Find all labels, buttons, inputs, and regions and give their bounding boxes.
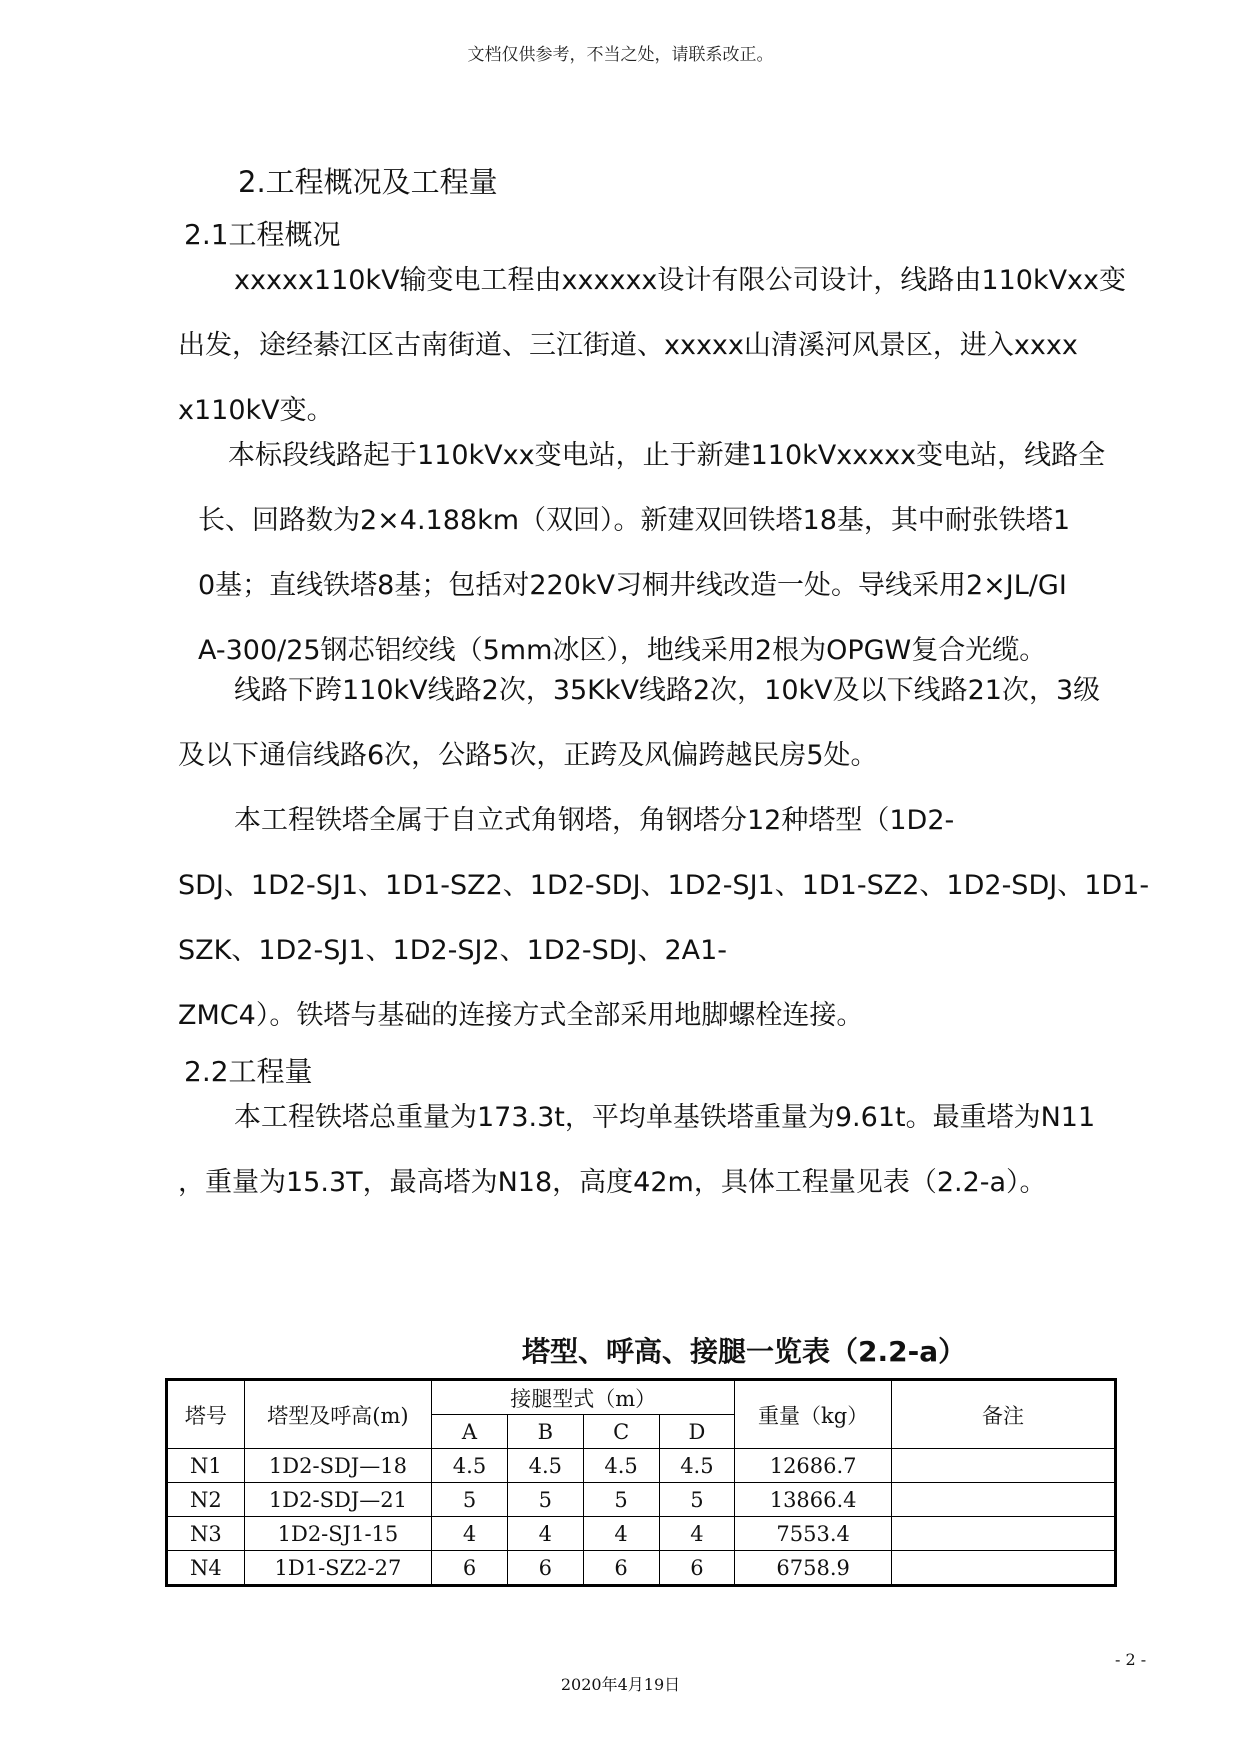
cell-leg-a: 6 (432, 1551, 508, 1586)
cell-leg-b: 6 (507, 1551, 583, 1586)
text-line: 出发，途经綦江区古南街道、三江街道、xxxxx山清溪河风景区，进入xxxx (178, 330, 1078, 361)
table-row (167, 1449, 1116, 1483)
text-line: ，重量为15.3T，最高塔为N18，高度42m，具体工程量见表（2.2-a）。 (178, 1167, 1047, 1198)
text-line: 本标段线路起于110kVxx变电站，止于新建110kVxxxxx变电站，线路全 (228, 440, 1106, 471)
cell-leg-d: 4 (659, 1517, 735, 1551)
text-line: 线路下跨110kV线路2次，35KkV线路2次，10kV及以下线路21次，3级 (234, 675, 1101, 706)
cell-type: 1D2-SJ1-15 (244, 1517, 431, 1551)
cell-tower-no: N2 (167, 1483, 245, 1517)
cell-note (891, 1449, 1115, 1483)
cell-note (891, 1483, 1115, 1517)
cell-weight: 6758.9 (735, 1551, 892, 1586)
table-row (167, 1483, 1116, 1517)
cell-leg-d: 4.5 (659, 1449, 735, 1483)
cell-leg-c: 5 (583, 1483, 659, 1517)
table-header-row (167, 1380, 1116, 1415)
paragraph-overview (178, 248, 1126, 443)
text-line: 及以下通信线路6次，公路5次，正跨及风偏跨越民房5处。 (178, 740, 878, 771)
subsection-title-quantity: 2.2工程量 (184, 1055, 313, 1088)
text-line: ZMC4）。铁塔与基础的连接方式全部采用地脚螺栓连接。 (178, 1000, 864, 1031)
header-leg-b: B (507, 1415, 583, 1449)
text-line: x110kV变。 (178, 395, 334, 426)
header-disclaimer: 文档仅供参考，不当之处，请联系改正。 (467, 45, 774, 65)
header-tower-no: 塔号 (167, 1380, 245, 1449)
cell-weight: 7553.4 (735, 1517, 892, 1551)
cell-weight: 12686.7 (735, 1449, 892, 1483)
text-line: SZK、1D2-SJ1、1D2-SJ2、1D2-SDJ、2A1- (178, 935, 728, 966)
section-title: 2.工程概况及工程量 (238, 165, 498, 199)
cell-type: 1D2-SDJ—21 (244, 1483, 431, 1517)
cell-leg-b: 5 (507, 1483, 583, 1517)
text-line: 本工程铁塔全属于自立式角钢塔，角钢塔分12种塔型（1D2- (234, 805, 955, 836)
text-line: xxxxx110kV输变电工程由xxxxxx设计有限公司设计，线路由110kVxx变 (234, 265, 1127, 296)
table-title: 塔型、呼高、接腿一览表（2.2-a） (522, 1335, 967, 1368)
header-type-height: 塔型及呼高(m) (244, 1380, 431, 1449)
header-leg-a: A (432, 1415, 508, 1449)
tower-table (165, 1378, 1117, 1587)
header-note: 备注 (891, 1380, 1115, 1449)
header-leg-d: D (659, 1415, 735, 1449)
text-line: A-300/25钢芯铝绞线（5mm冰区），地线采用2根为OPGW复合光缆。 (198, 635, 1047, 666)
header-leg-c: C (583, 1415, 659, 1449)
cell-leg-c: 4 (583, 1517, 659, 1551)
text-line: 本工程铁塔总重量为173.3t，平均单基铁塔重量为9.61t。最重塔为N11 (234, 1102, 1096, 1133)
cell-note (891, 1551, 1115, 1586)
cell-leg-d: 5 (659, 1483, 735, 1517)
footer-date: 2020年4月19日 (560, 1675, 681, 1694)
header-weight: 重量（kg） (735, 1380, 892, 1449)
paragraph-tower-types (178, 788, 1149, 1048)
table-row (167, 1551, 1116, 1586)
cell-tower-no: N1 (167, 1449, 245, 1483)
text-line: SDJ、1D2-SJ1、1D1-SZ2、1D2-SDJ、1D2-SJ1、1D1-SZ2、1D2-SDJ、1D1- (178, 870, 1150, 901)
text-line: 长、回路数为2×4.188km（双回）。新建双回铁塔18基，其中耐张铁塔1 (198, 505, 1071, 536)
paragraph-quantity (178, 1085, 1095, 1215)
cell-type: 1D1-SZ2-27 (244, 1551, 431, 1586)
subsection-title-overview: 2.1工程概况 (184, 218, 341, 251)
paragraph-route (198, 423, 1105, 683)
cell-leg-a: 4 (432, 1517, 508, 1551)
paragraph-crossings (178, 658, 1100, 788)
cell-leg-d: 6 (659, 1551, 735, 1586)
page-number: - 2 - (1115, 1650, 1147, 1669)
cell-weight: 13866.4 (735, 1483, 892, 1517)
cell-leg-b: 4.5 (507, 1449, 583, 1483)
cell-leg-c: 4.5 (583, 1449, 659, 1483)
cell-leg-c: 6 (583, 1551, 659, 1586)
header-leg-type: 接腿型式（m） (432, 1380, 735, 1415)
cell-leg-b: 4 (507, 1517, 583, 1551)
cell-type: 1D2-SDJ—18 (244, 1449, 431, 1483)
cell-tower-no: N3 (167, 1517, 245, 1551)
text-line: 0基；直线铁塔8基；包括对220kV习桐井线改造一处。导线采用2×JL/GI (198, 570, 1067, 601)
cell-leg-a: 5 (432, 1483, 508, 1517)
table-row (167, 1517, 1116, 1551)
cell-note (891, 1517, 1115, 1551)
cell-leg-a: 4.5 (432, 1449, 508, 1483)
cell-tower-no: N4 (167, 1551, 245, 1586)
